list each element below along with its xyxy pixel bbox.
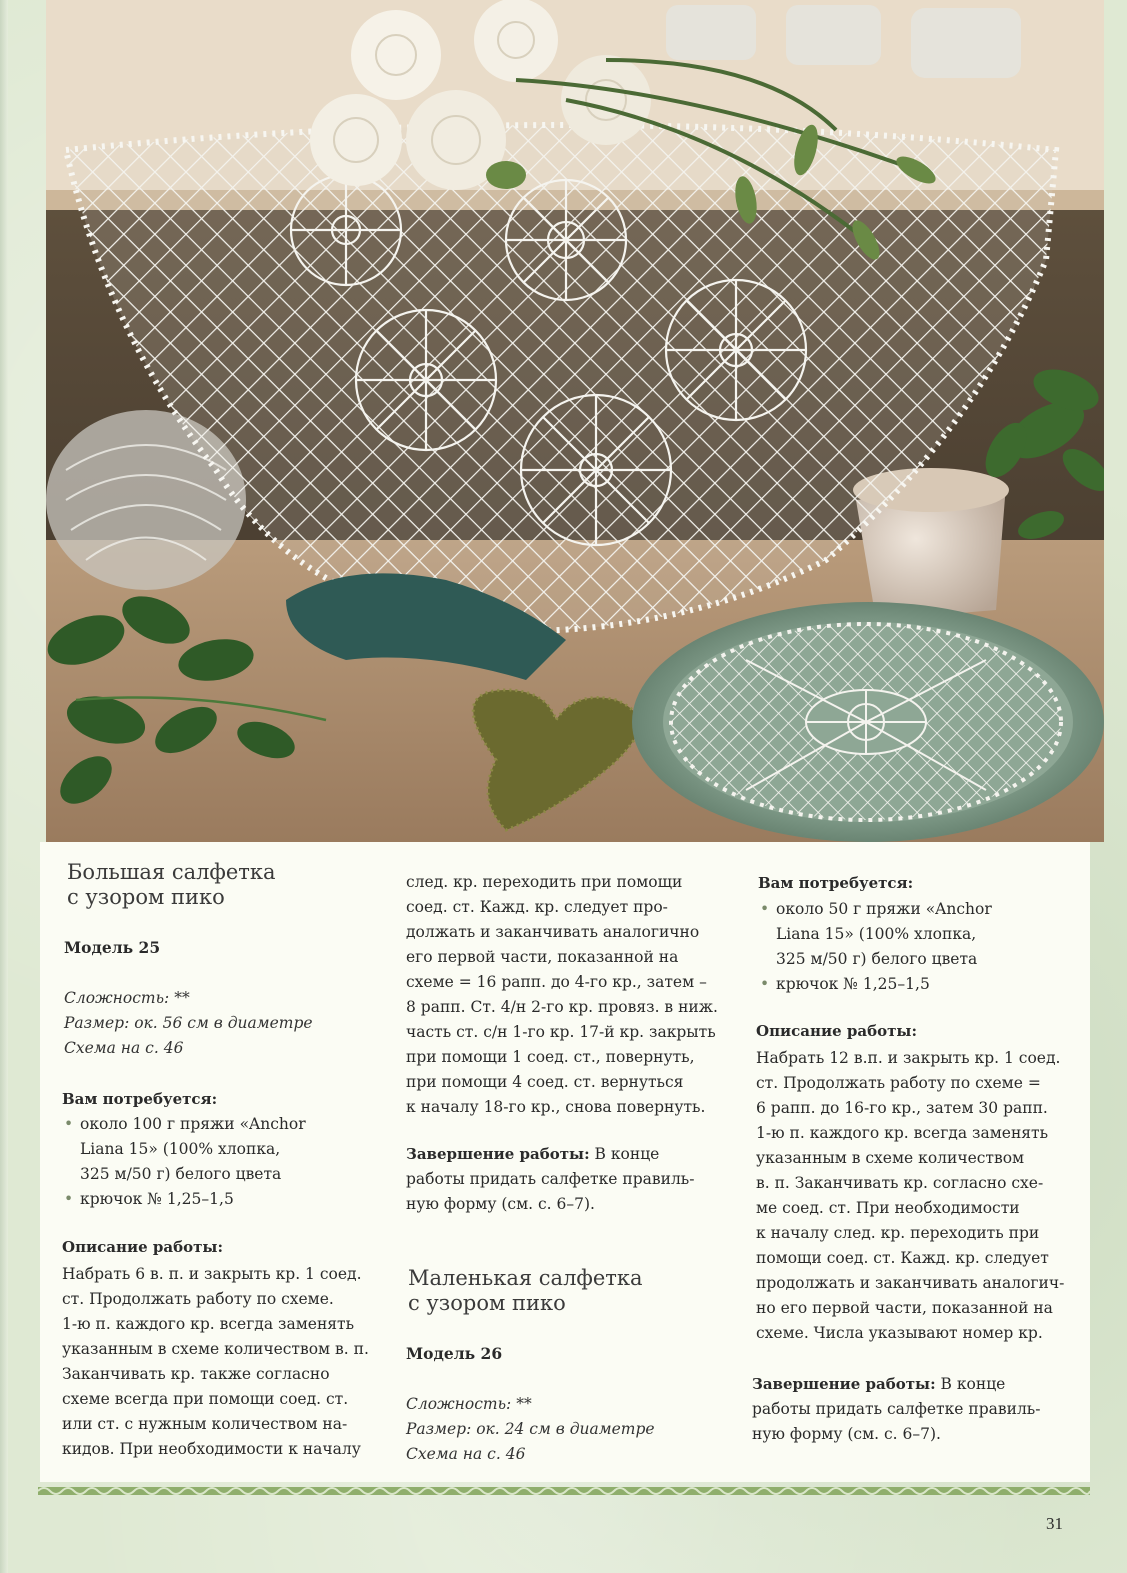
doily-large-title: Большая салфетка с узором пико [67,860,276,909]
doily-photo [46,0,1104,842]
rope-border [38,1484,1090,1498]
materials-item: • около 100 г пряжи «Anchor [64,1115,306,1133]
doily-small-title: Маленькая салфетка с узором пико [408,1266,643,1315]
page-number: 31 [1046,1514,1063,1533]
description-heading: Описание работы: [756,1022,917,1040]
materials-list: • около 100 г пряжи «Anchor Liana 15» (100% хлопка, 325 м/50 г) белого цвета • крючок № 1,25–1,5 [62,1112,306,1212]
description-continued: след. кр. переходить при помощи соед. ст. Кажд. кр. следует про- должать и заканчивать аналогично его первой части, показанной на схеме = 16 рапп. до 4-го кр., затем – 8 рапп. Ст. 4/н 2-го кр. провяз. в ниж. часть ст. с/н 1-го кр. 17-й кр. закрыть при помощи 1 соед. ст., повернуть, при помощи 4 соед. ст. вернуться к началу 18-го кр., снова повернуть. [406,873,718,1116]
description-text: Набрать 12 в.п. и закрыть кр. 1 соед. ст. Продолжать работу по схеме = 6 рапп. до 16-го кр., затем 30 рапп. 1-ю п. каждого кр. всегда заменять указанным в схеме количеством в. п. Заканчивать кр. согласно схе- ме соед. ст. При необходимости к началу след. кр. переходить при помощи соед. ст. Кажд. кр. следует продолжать и заканчивать аналогич- но его первой части, показанной на схеме. Числа указывают номер кр. [756,1049,1065,1342]
pattern-meta: Сложность: ** Размер: ок. 24 см в диаметре Схема на с. 46 [406,1395,655,1463]
materials-list: • около 50 г пряжи «Anchor Liana 15» (100% хлопка, 325 м/50 г) белого цвета • крючок № 1,25–1,5 [758,897,992,997]
materials-heading: Вам потребуется: [758,874,914,892]
description-heading: Описание работы: [62,1238,223,1256]
finishing-heading: Завершение работы: [406,1145,590,1163]
finishing-section: Завершение работы: В конце работы придать салфетке правиль- ную форму (см. с. 6–7). [406,1145,695,1213]
materials-item: • крючок № 1,25–1,5 [760,975,930,993]
finishing-section: Завершение работы: В конце работы придать салфетке правиль- ную форму (см. с. 6–7). [752,1375,1041,1443]
model-number: Модель 25 [64,938,161,957]
materials-item: • около 50 г пряжи «Anchor [760,900,992,918]
pattern-meta: Сложность: ** Размер: ок. 56 см в диаметре Схема на с. 46 [64,989,313,1057]
materials-heading: Вам потребуется: [62,1090,218,1108]
model-number: Модель 26 [406,1344,503,1363]
materials-item: • крючок № 1,25–1,5 [64,1190,234,1208]
page-spine [0,0,8,1573]
description-text: Набрать 6 в. п. и закрыть кр. 1 соед. ст. Продолжать работу по схеме. 1-ю п. каждого кр. всегда заменять указанным в схеме количеством в. п. Заканчивать кр. также согласно схеме всегда при помощи соед. ст. или ст. с нужным количеством на- кидов. При необходимости к началу [62,1265,369,1458]
article-text [40,842,1090,1482]
finishing-heading: Завершение работы: [752,1375,936,1393]
